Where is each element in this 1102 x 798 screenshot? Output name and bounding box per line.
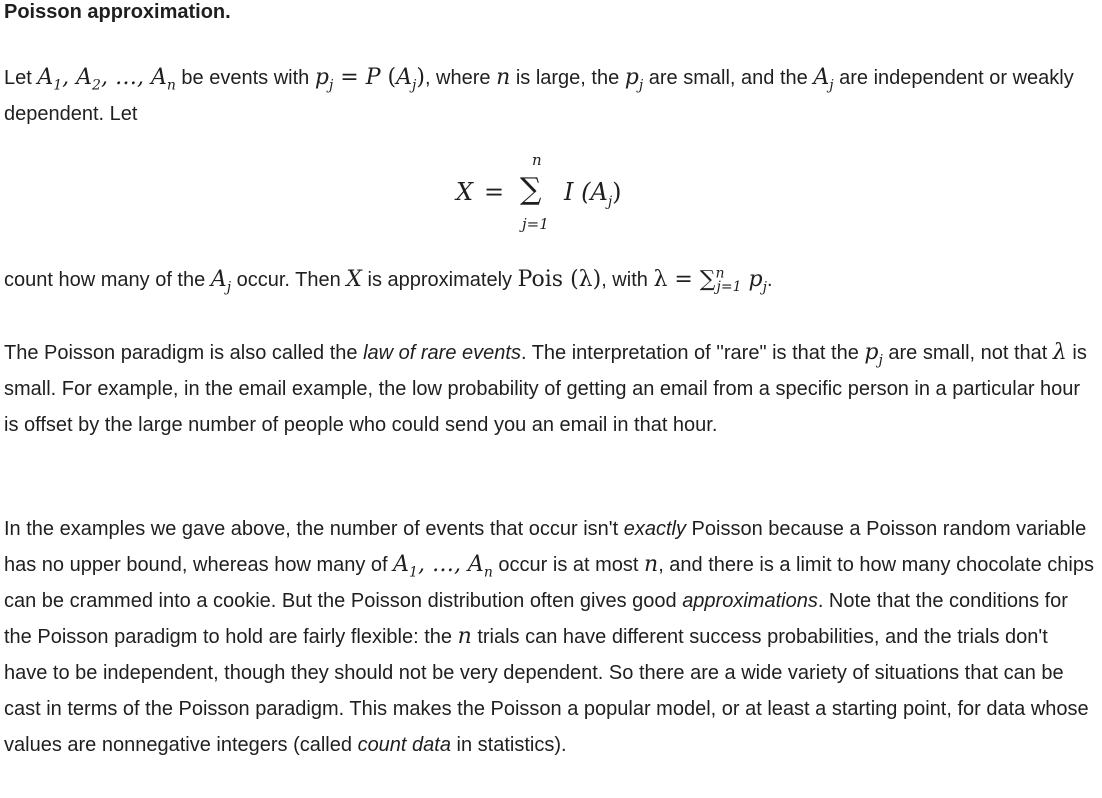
text-fragment: occur. Then	[231, 269, 347, 291]
paragraph-approximation	[4, 262, 1096, 298]
math-pj-definition: $p_j = P$ $(A_j)$	[314, 65, 425, 94]
math-pj: $p_j$	[864, 340, 883, 369]
emphasis-law-of-rare-events: law of rare events	[363, 342, 521, 364]
formula-upper-limit: n	[532, 151, 542, 169]
math-aj: $A_j$	[210, 267, 232, 296]
text-fragment: In the examples we gave above, the number of events that occur isn't	[4, 518, 624, 540]
formula-equals: =	[484, 178, 505, 206]
math-n: n	[457, 624, 472, 649]
text-fragment: in statistics).	[450, 734, 567, 756]
text-fragment: is large, the	[510, 67, 625, 89]
text-fragment: , with	[601, 269, 654, 291]
emphasis-count-data: count data	[357, 734, 451, 756]
formula-indicator-term: I $(A_j)$	[564, 178, 622, 210]
paragraph-rare-events	[4, 335, 1096, 443]
text-fragment: is small. For example, in the email example, the low probability of getting an email from a specific person in a particular hour is offset by the large number of people who could send you an email in that hour.	[4, 342, 1087, 436]
math-pj: $p_j$	[624, 65, 644, 94]
emphasis-approximations: approximations	[682, 590, 818, 612]
math-n: n	[496, 65, 511, 90]
text-fragment: Poisson because a Poisson random variable has no upper bound, whereas how many of	[4, 518, 1087, 576]
text-fragment: . The interpretation of ''rare" is that the	[520, 342, 865, 364]
math-event-range: $A_1$, …, $A_n$	[393, 552, 493, 581]
sum-formula	[456, 150, 676, 240]
text-fragment: count how many of the	[4, 269, 211, 291]
text-fragment: are independent or weakly dependent. Let	[4, 67, 1074, 125]
math-n: n	[644, 552, 659, 577]
math-lambda-definition: λ = ∑$^n_{j=1}$ $p_j$	[653, 265, 767, 296]
text-fragment: be events with	[175, 67, 315, 89]
text-fragment: The Poisson paradigm is also called the	[4, 342, 364, 364]
text-fragment: .	[766, 269, 773, 291]
math-aj: $A_j$	[813, 65, 834, 94]
text-fragment: Let	[4, 67, 38, 89]
text-fragment: trials can have different success probabilities, and the trials don't have to be independent, though they should not be very dependent. So there are a wide variety of situations that can be cast in terms of the Poisson paradigm. This makes the Poisson a popular model, or at least a starting point, for data whose values are nonnegative integers (called	[4, 626, 1089, 756]
text-fragment: , and there is a limit to how many chocolate chips can be crammed into a cookie. But the Poisson distribution often gives good	[4, 554, 1094, 612]
text-fragment: occur is at most	[492, 554, 645, 576]
text-fragment: are small, and the	[643, 67, 814, 89]
text-fragment: is approximately	[361, 269, 518, 291]
math-lambda: λ	[1052, 340, 1067, 365]
math-x: X	[346, 267, 362, 292]
math-event-list: $A_1$, $A_2$, …, $A_n$	[37, 65, 176, 94]
text-fragment: , where	[424, 67, 497, 89]
paragraph-examples	[4, 511, 1096, 763]
math-pois-lambda: Pois (λ)	[517, 267, 602, 292]
text-fragment: . Note that the conditions for the Poisson paradigm to hold are fairly flexible: the	[4, 590, 1068, 648]
text-fragment: are small, not that	[882, 342, 1053, 364]
paragraph-definition	[4, 60, 1096, 132]
formula-lower-limit: j=1	[522, 215, 549, 233]
emphasis-exactly: exactly	[623, 518, 686, 540]
summation-symbol: ∑	[520, 172, 542, 207]
formula-lhs: X	[456, 178, 474, 206]
section-heading: Poisson approximation.	[4, 1, 231, 23]
